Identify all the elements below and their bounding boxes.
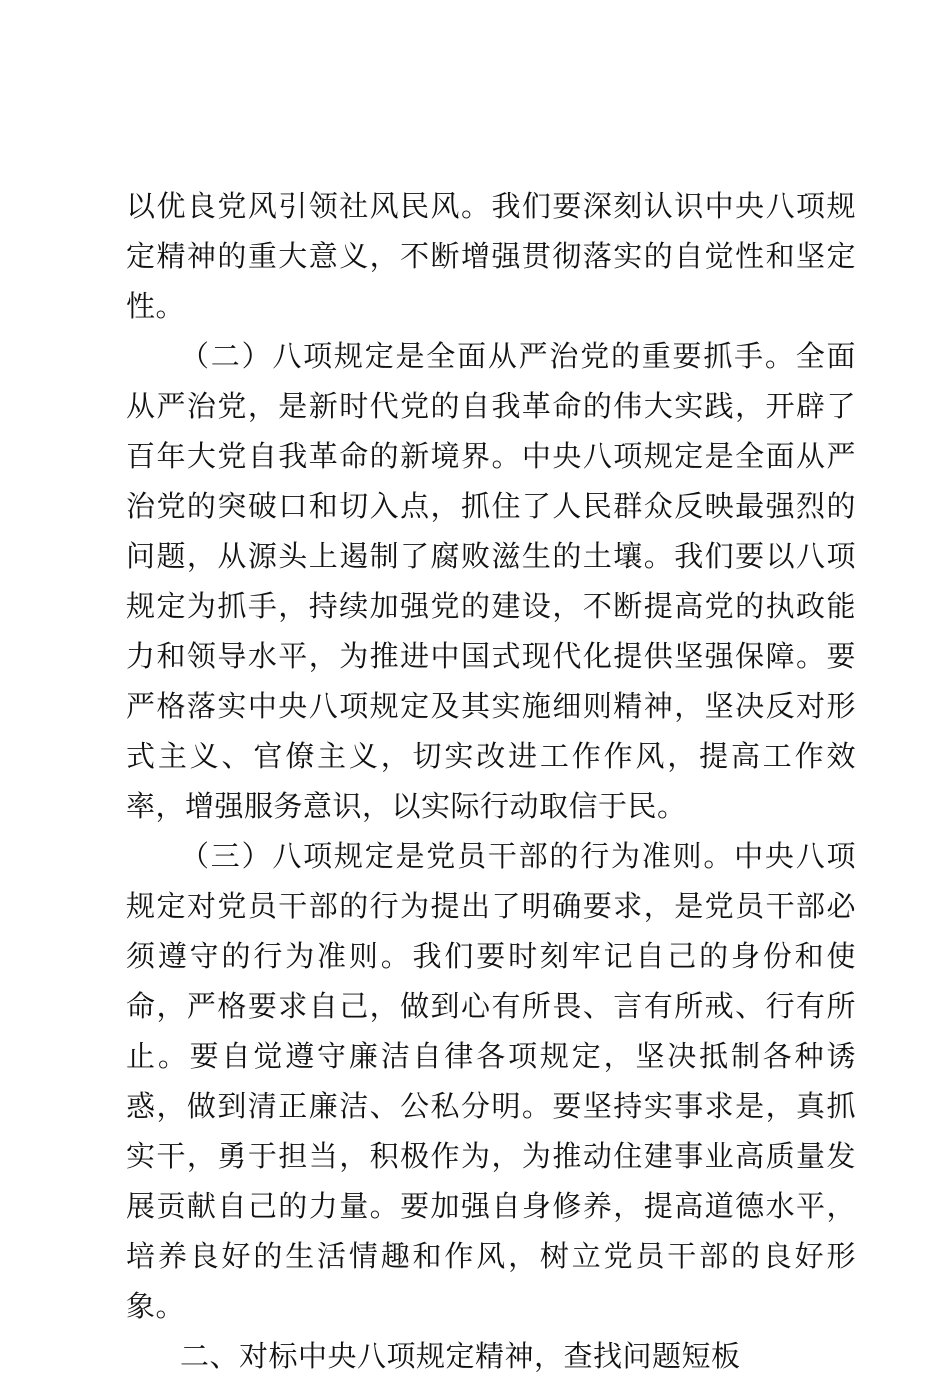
paragraph-point-three: （三）八项规定是党员干部的行为准则。中央八项规定对党员干部的行为提出了明确要求，是党员干部必须遵守的行为准则。我们要时刻牢记自己的身份和使命，严格要求自己，做到心有所畏、言有所戒、行有所止。要自觉遵守廉洁自律各项规定，坚决抵制各种诱惑，做到清正廉洁、公私分明。要坚持实事求是，真抓实干，勇于担当，积极作为，为推动住建事业高质量发展贡献自己的力量。要加强自身修养，提高道德水平，培养良好的生活情趣和作风，树立党员干部的良好形象。 — [126, 839, 856, 1323]
paragraph-continuation: 以优良党风引领社风民风。我们要深刻认识中央八项规定精神的重大意义，不断增强贯彻落实的自觉性和坚定性。 — [126, 189, 856, 323]
paragraph-point-two: （二）八项规定是全面从严治党的重要抓手。全面从严治党，是新时代党的自我革命的伟大实践，开辟了百年大党自我革命的新境界。中央八项规定是全面从严治党的突破口和切入点，抓住了人民群众反映最强烈的问题，从源头上遏制了腐败滋生的土壤。我们要以八项规定为抓手，持续加强党的建设，不断提高党的执政能力和领导水平，为推进中国式现代化提供坚强保障。要严格落实中央八项规定及其实施细则精神，坚决反对形式主义、官僚主义，切实改进工作作风，提高工作效率，增强服务意识，以实际行动取信于民。 — [126, 339, 856, 823]
section-heading: 二、对标中央八项规定精神，查找问题短板 — [180, 1339, 741, 1373]
document-body — [126, 181, 856, 1381]
